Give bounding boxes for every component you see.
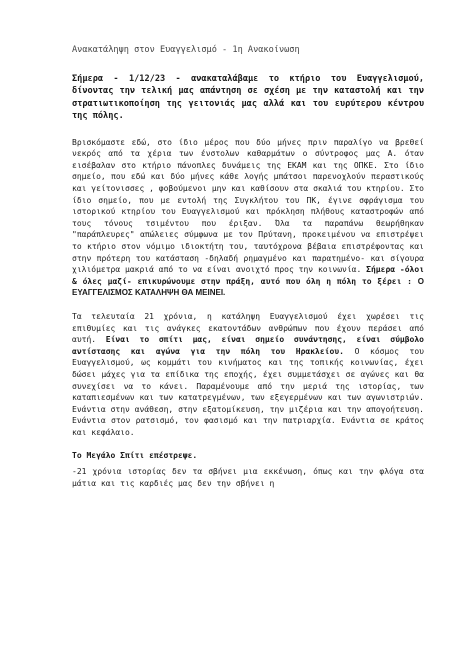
document-title: Ανακατάληψη στον Ευαγγελισμό - 1η Ανακοίνωση [72,45,300,55]
paragraph-1-slogan: Ο ΕΥΑΓΓΕΛΙΣΜΟΣ ΚΑΤΑΛΗΨΗ ΘΑ ΜΕΙΝΕΙ. [72,276,424,298]
paragraph-1-text: Βρισκόμαστε εδώ, στο ίδιο μέρος που δύο μήνες πριν παραλίγο να βρεθεί νεκρός από τα χέρια των ένστολων καθαρμάτων ο σύντροφος μας Α. όταν εισέβαλαν στο κτήριο πάνοπλες δυνάμεις της ΕΚΑΜ και της ΟΠΚΕ. Στο ίδιο σημείο, που εδώ και δύο μήνες κάθε λογής μπάτσοι παρενοχλούν περαστικούς και γείτονισσες , φοβούμενοι μην και καθίσουν στα σκαλιά του κτηρίου. Στο ίδιο σημείο, που με εντολή της Συγκλήτου του ΠΚ, έγινε σφράγισμα του ιστορικού κτηρίου του Ευαγγελισμού και πρόκληση πλήθους καταστροφών από τους τόνους τσιμέντου που έριξαν. Όλα τα παραπάνω θεωρήθηκαν "παράπλευρες" απώλειες σύμφωνα με τον Πρύτανη, προκειμένου να επιστρέψει το κτήριο στον νόμιμο ιδιοκτήτη του, ταυτόχρονα βέβαια επιστρέφοντας και στην πρότερη του κατάσταση -δηλαδή ρημαγμένο και παρατημένο- και σίγουρα χιλιόμετρα μακριά από το να είναι ανοιχτό προς την κοινωνία. [72,137,424,275]
lead-paragraph: Σήμερα - 1/12/23 - ανακαταλάβαμε το κτήριο του Ευαγγελισμού, δίνοντας την τελική μας απάντηση σε σχέση με την καταστολή και την στρατιωτικοποίηση της γειτονιάς μας αλλά και του ευρύτερου κέντρου της πόλης. [72,74,424,122]
section-heading: Το Μεγάλο Σπίτι επέστρεψε. [72,451,198,461]
paragraph-2-text-end: Ο κόσμος του Ευαγγελισμού, ως κομμάτι του κινήματος και της τοπικής κοινωνίας, έχει δώσει μάχες για τα επίδικα της εποχής, έχει συμμετάσχει σε αγώνες και θα συνεχίσει να το κάνει. Παραμένουμε από την μεριά της ιστορίας, των καταπιεσμένων και των κατατρεγμένων, των εξεγερμένων και των αγωνιστριών. Ενάντια στην ανάθεση, στην εξατομίκευση, την μιζέρια και την απογοήτευση. Ενάντια στον ρατσισμό, τον φασισμό και την πατριαρχία. Ενάντια σε κράτος και κεφάλαιο. [72,346,424,437]
paragraph-1 [72,137,424,299]
paragraph-3: -21 χρόνια ιστορίας δεν τα σβήνει μια εκκένωση, όπως και την φλόγα στα μάτια και τις καρδιές μας δεν την σβήνει η [72,467,424,488]
paragraph-2-bold: Είναι το σπίτι μας, είναι σημείο συνάντησης, είναι σύμβολο αντίστασης και αγώνα για την πόλη του Ηρακλείου. [72,335,424,356]
paragraph-2-text-start: Τα τελευταία 21 χρόνια, η κατάληψη Ευαγγελισμού έχει χωρέσει τις επιθυμίες και τις ανάγκες εκατοντάδων ανθρώπων που έχουν περάσει από αυτή. [72,311,424,345]
paragraph-2 [72,311,424,439]
paragraph-1-bold: Σήμερα -όλοι & όλες μαζί- επικυρώνουμε στην πράξη, αυτό που όλη η πόλη το ξέρει : [72,265,425,286]
